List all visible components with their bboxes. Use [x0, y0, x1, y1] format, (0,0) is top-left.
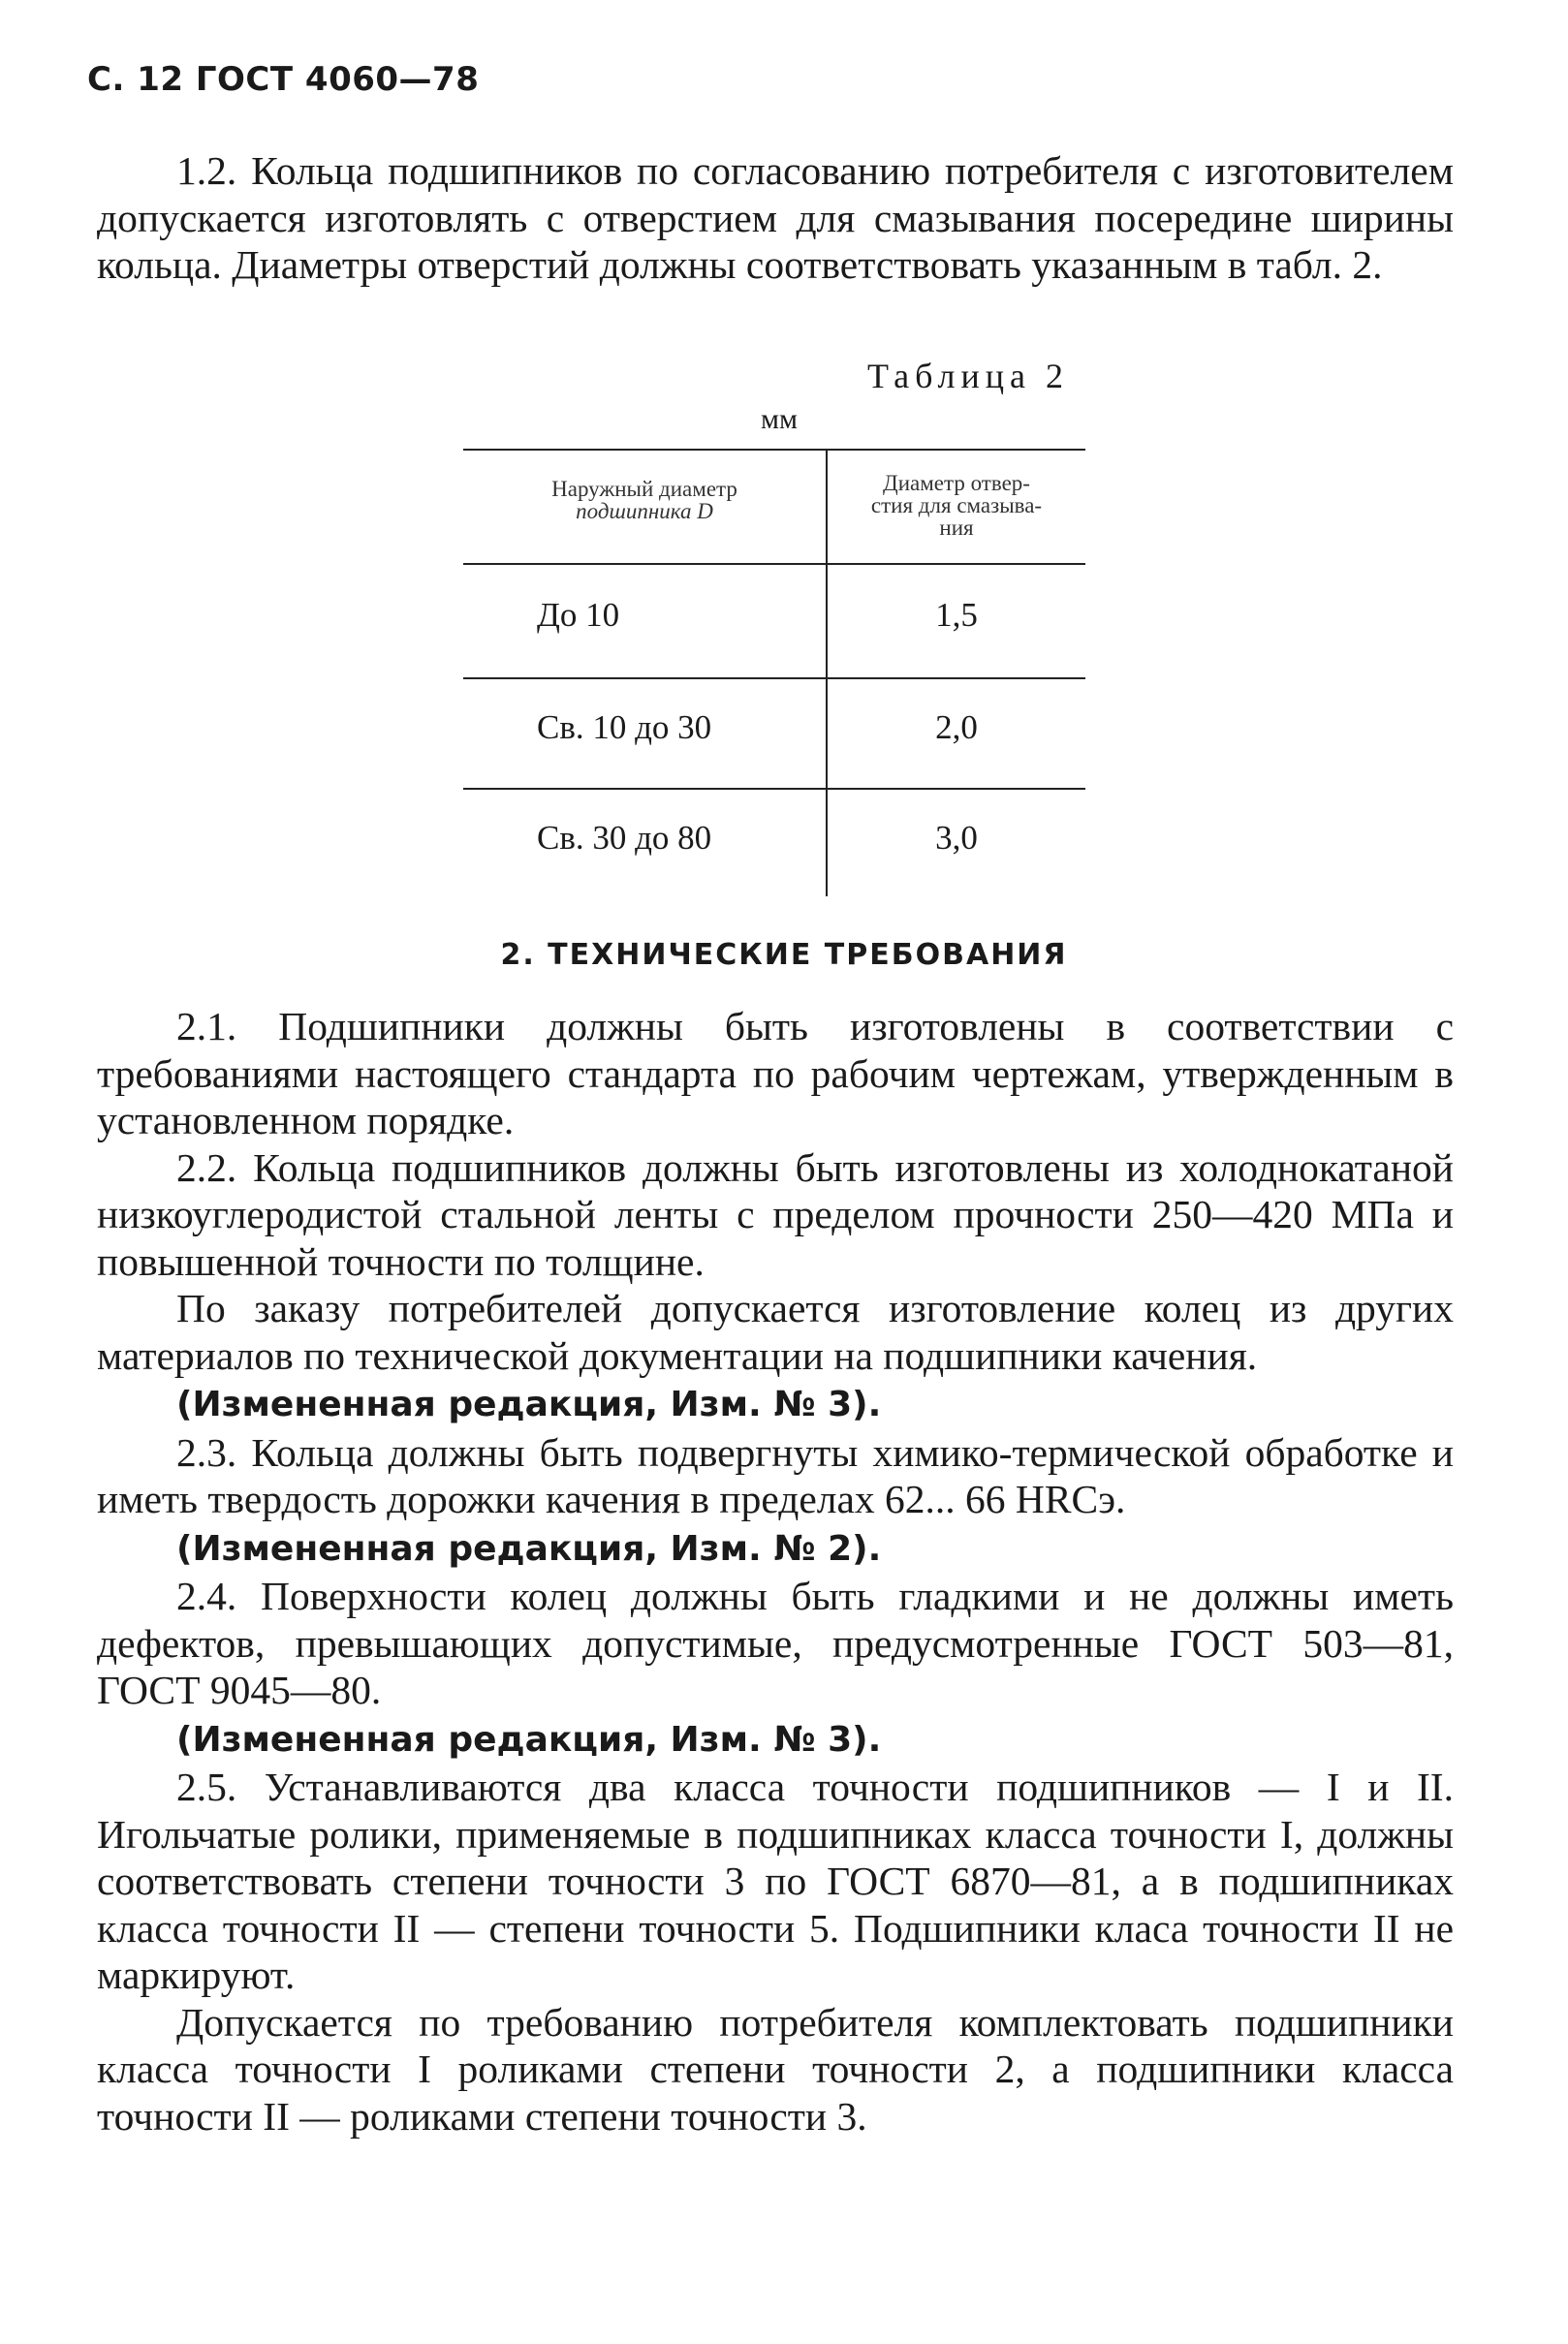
- paragraph-2-2: 2.2. Кольца подшипников должны быть изготовлены из холоднокатаной низкоуглеродистой стальной ленты с пределом прочности 250—420 МПа и повышенной точности по толщине.: [97, 1144, 1454, 1284]
- table-row-3-range: Св. 30 до 80: [537, 819, 712, 857]
- table-header-outer-diameter: [463, 478, 826, 522]
- table-unit: мм: [761, 403, 798, 435]
- header-col1-line1: Наружный диаметр: [551, 477, 737, 501]
- table-row-2-diameter: 2,0: [935, 708, 978, 746]
- header-col2-line1: Диаметр отвер-: [883, 471, 1030, 495]
- amendment-note: [97, 1523, 1454, 1574]
- paragraph-2-4: 2.4. Поверхности колец должны быть гладкими и не должны иметь дефектов, превышающих допустимые, предусмотренные ГОСТ 503—81, ГОСТ 9045—80.: [97, 1574, 1454, 1712]
- table-caption: Таблица 2: [867, 357, 1069, 395]
- header-col2-line3: ния: [939, 516, 974, 540]
- amendment-text: (Измененная редакция, Изм. № 3).: [176, 1385, 882, 1424]
- table-header-hole-diameter: [828, 472, 1085, 539]
- header-col1-line2: подшипника D: [576, 499, 713, 523]
- header-col2-line2: стия для смазыва-: [870, 493, 1043, 517]
- amendment-note: [97, 1714, 1454, 1765]
- paragraph-2-5-b: Допускается по требованию потребителя комплектовать подшипники класса точности I роликами степени точности 2, а подшипники класса точности II — роликами степени точности 3.: [97, 1999, 1454, 2139]
- table-row-3-diameter: 3,0: [935, 819, 978, 857]
- table-row-1-range: До 10: [537, 596, 620, 634]
- paragraph-2-1: 2.1. Подшипники должны быть изготовлены в соответствии с требованиями настоящего стандарта по рабочим чертежам, утвержденным в установленном порядке.: [97, 1004, 1454, 1142]
- table-row-rule-1: [463, 677, 1085, 679]
- paragraph-2-3: 2.3. Кольца должны быть подвергнуты химико-термической обработке и иметь твердость дорожки качения в пределах 62... 66 HRCэ.: [97, 1429, 1454, 1521]
- paragraph-2-5: 2.5. Устанавливаются два класса точности подшипников — I и II. Игольчатые ролики, применяемые в подшипниках класса точности I, должны соответствовать степени точности 3 по ГОСТ 6870—81, а в подшипниках класса точности II — степени точности 5. Подшипники класа точности II не маркируют.: [97, 1765, 1454, 1997]
- table-row-1-diameter: 1,5: [935, 596, 978, 634]
- amendment-text: (Измененная редакция, Изм. № 2).: [176, 1528, 882, 1569]
- amendment-text: (Измененная редакция, Изм. № 3).: [176, 1719, 882, 1760]
- paragraph-2-2-b: По заказу потребителей допускается изготовление колец из других материалов по технической документации на подшипники качения.: [97, 1286, 1454, 1378]
- section-title: 2. ТЕХНИЧЕСКИЕ ТРЕБОВАНИЯ: [500, 938, 1068, 972]
- paragraph-1-2-text: 1.2. Кольца подшипников по согласованию потребителя с изготовителем допускается изготовлять с отверстием для смазывания посередине ширины кольца. Диаметры отверстий должны соответствовать указанным в табл. 2.: [97, 148, 1454, 287]
- amendment-note: [97, 1379, 1454, 1429]
- table-header-rule: [463, 563, 1085, 565]
- running-head: С. 12 ГОСТ 4060—78: [87, 60, 480, 99]
- table-row-2-range: Св. 10 до 30: [537, 708, 712, 746]
- paragraph-1-2: [97, 147, 1454, 289]
- section-2-body: [97, 1003, 1454, 2140]
- table-top-rule: [463, 449, 1085, 451]
- table-row-rule-2: [463, 788, 1085, 790]
